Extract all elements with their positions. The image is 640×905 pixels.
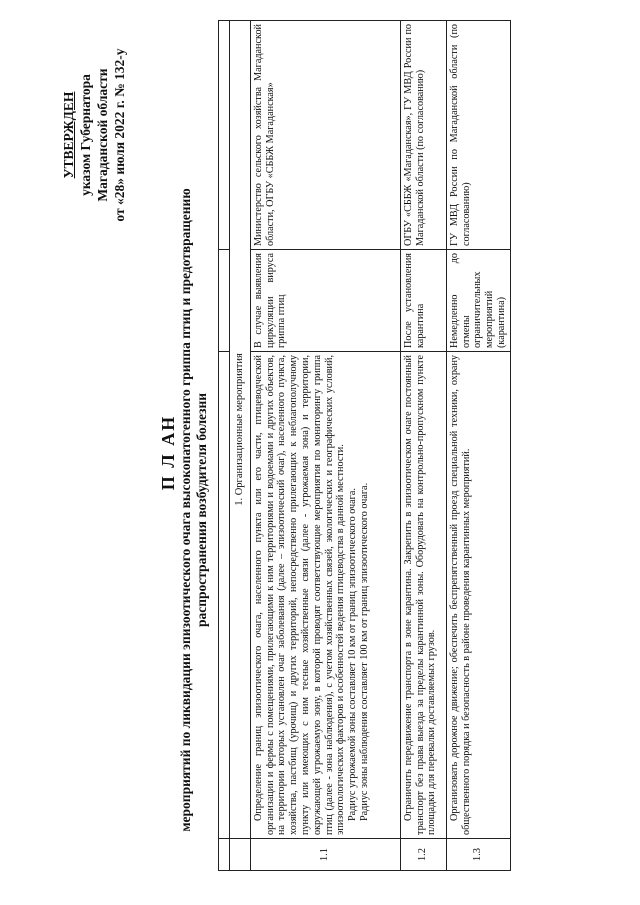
row-number: 1.3 <box>446 839 510 871</box>
row-responsible: ОГБУ «СББЖ «Магаданская», ГУ МВД России по Магаданской области (по согласованию) <box>400 21 446 250</box>
row-responsible: Министерство сельского хозяйства Магаданской области, ОГБУ «СББЖ Магаданская» <box>250 21 400 250</box>
table-header-row <box>219 21 230 871</box>
approval-line-2: Магаданской области <box>95 68 110 202</box>
plan-title: П Л АН <box>158 414 178 491</box>
table-row <box>446 21 510 871</box>
row-number: 1.1 <box>250 839 400 871</box>
header-cell-num <box>219 839 230 871</box>
plan-subtitle <box>178 135 210 885</box>
approval-date-number: от «28» июля 2022 г. № 132-у <box>112 48 127 222</box>
approval-stamp <box>60 15 128 255</box>
approval-title: УТВЕРЖДЕН <box>61 91 76 179</box>
row-measure-text-2: Радиус угрожаемой зоны составляет 10 км от границ эпизоотического очага. <box>347 488 359 821</box>
header-cell-responsible <box>219 21 230 250</box>
header-cell-term <box>219 250 230 352</box>
section-num-cell <box>230 839 251 871</box>
row-responsible: ГУ МВД России по Магаданской области (по согласованию) <box>446 21 510 250</box>
row-term: Немедленно до отмены ограничительных мероприятий (карантина) <box>446 250 510 352</box>
table-row <box>250 21 400 871</box>
plan-subtitle-line-1: мероприятий по ликвидации эпизоотического очага высокопатогенного гриппа птиц и предотвращению <box>178 188 193 832</box>
row-term: После установления карантина <box>400 250 446 352</box>
row-measure-text: Определение границ эпизоотического очага, населенного пункта или его части, птицеводческой организации и фермы с помещениями, прилегающими к ним территориями и водоемами и других объектов, на территории которых установлен очаг заболевания (далее – эпизоотический очаг), населенного пункта, хозяйства, пастбищ (урочищ) и других территорий, непосредственно прилегающих к неблагополучному пункту или имеющих с ним тесные хозяйственные связи (далее - угрожаемая зона) и территории, окружающей угрожаемую зону, в которой проводят соответствующие мероприятия по мониторингу гриппа птиц (далее - зона наблюдения), с учетом хозяйственных связей, экологических и географических условий, эпизоотологических факторов и особенностей ведения птицеводства в данной местности. <box>252 355 347 835</box>
section-row <box>230 21 251 871</box>
table-row <box>400 21 446 871</box>
measures-table <box>218 20 511 871</box>
plan-subtitle-line-2: распространения возбудителя болезни <box>194 392 209 628</box>
row-term: В случае выявления циркуляции вируса гриппа птиц <box>250 250 400 352</box>
row-measure: Организовать дорожное движение; обеспечить беспрепятственный проезд специальной техники, охрану общественного порядка и безопасность в районе проведения карантинных мероприятий. <box>446 352 510 839</box>
approval-line-1: указом Губернатора <box>78 74 93 196</box>
row-number: 1.2 <box>400 839 446 871</box>
row-measure-text-3: Радиус зоны наблюдения составляет 100 км от границ эпизоотического очага. <box>358 482 370 821</box>
header-cell-measure <box>219 352 230 839</box>
row-measure <box>250 352 400 839</box>
section-title: 1. Организационные мероприятия <box>230 21 251 839</box>
row-measure: Ограничить передвижение транспорта в зоне карантина. Закрепить в эпизоотическом очаге постоянный транспорт без права выезда за пределы карантинной зоны. Оборудовать на контрольно-пропускном пункте площадки для перевалки доставляемых грузов. <box>400 352 446 839</box>
